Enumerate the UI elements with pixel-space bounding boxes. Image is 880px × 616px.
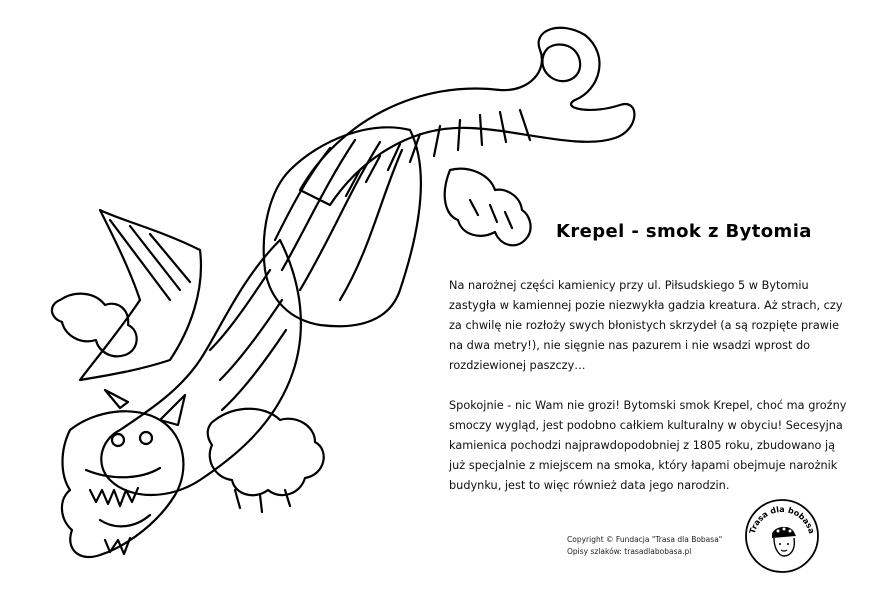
copyright-line: Copyright © Fundacja "Trasa dla Bobasa" bbox=[567, 535, 723, 544]
dragon-claw-right bbox=[445, 169, 531, 246]
trail-source-line: Opisy szlaków: trasadlabobasa.pl bbox=[567, 547, 692, 556]
dragon-tail bbox=[300, 28, 634, 205]
copyright-note bbox=[567, 534, 737, 558]
description-paragraph-2: Spokojnie - nic Wam nie grozi! Bytomski smok Krepel, choć ma groźny smoczy wygląd, jest podobno całkiem kulturalny w obyciu! Secesyjna kamienica pochodzi najprawdopodobniej z 1805 roku, zbudowano ją już specjalnie z miejscem na smoka, który łapami obejmuje narożnik budynku, jest to więc również data jego narodzin. bbox=[449, 399, 847, 492]
dragon-wing-left bbox=[80, 210, 201, 380]
dragon-head bbox=[62, 411, 183, 557]
logo-text: Trasa dla bobasa bbox=[747, 504, 817, 535]
dragon-claw-left bbox=[52, 294, 137, 357]
description bbox=[449, 276, 849, 516]
page-title: Krepel - smok z Bytomia bbox=[556, 221, 812, 242]
child-with-bandana-logo-icon bbox=[744, 498, 820, 574]
description-paragraph-1: Na narożnej części kamienicy przy ul. Piłsudskiego 5 w Bytomiu zastygła w kamiennej pozie niezwykła gadzia kreatura. Aż strach, czy za chwilę nie rozłoży swych błonistych skrzydeł (a są rozpięte prawie na dwa metry!), nie sięgnie nas pazurem i nie wsadzi wprost do rozdziewionej paszczy… bbox=[449, 279, 843, 372]
